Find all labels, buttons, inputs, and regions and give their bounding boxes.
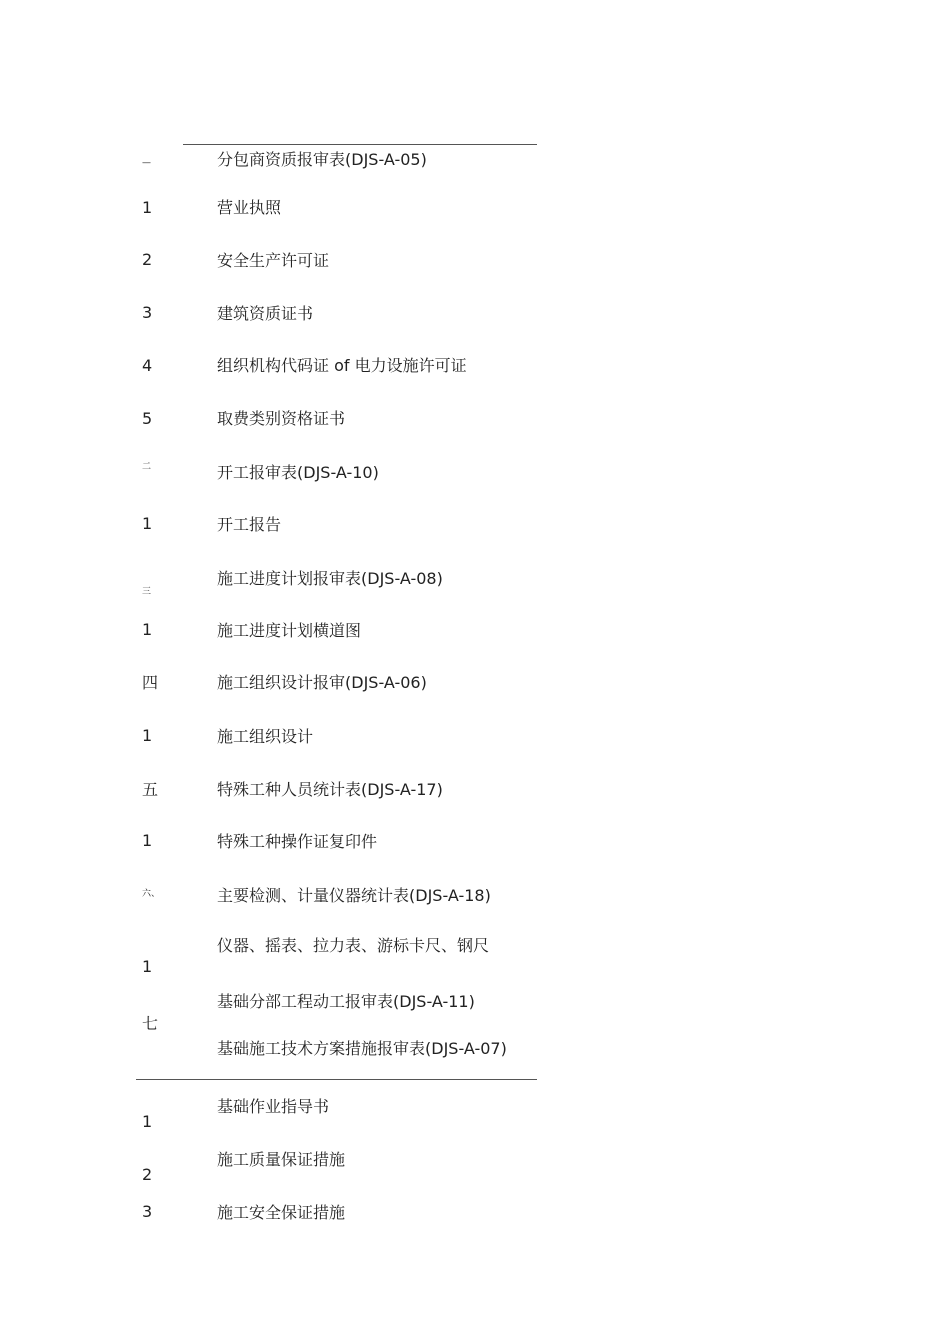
item-text: 基础分部工程动工报审表(DJS-A-11) — [217, 992, 475, 1011]
item-text: 基础作业指导书 — [217, 1097, 330, 1116]
item-number: 1 — [142, 620, 153, 639]
item-text: 仪器、摇表、拉力表、游标卡尺、钢尺 — [217, 936, 490, 955]
item-number: 3 — [142, 1202, 153, 1221]
item-number: 2 — [142, 250, 153, 269]
item-text: 建筑资质证书 — [217, 304, 314, 323]
item-text: 开工报审表(DJS-A-10) — [217, 463, 379, 482]
item-number: 1 — [142, 514, 153, 533]
item-text: 安全生产许可证 — [217, 251, 330, 270]
item-number: 3 — [142, 303, 153, 322]
item-text: 施工进度计划报审表(DJS-A-08) — [217, 569, 443, 588]
section-divider — [136, 1079, 537, 1080]
item-number: 二 — [142, 462, 152, 472]
item-number: 五 — [142, 780, 159, 799]
item-number: — — [142, 158, 151, 168]
item-number: 七 — [142, 1014, 159, 1033]
top-rule — [183, 144, 537, 145]
item-number: 四 — [142, 673, 159, 692]
item-text: 施工质量保证措施 — [217, 1150, 346, 1169]
item-text: 施工组织设计报审(DJS-A-06) — [217, 673, 427, 692]
item-text: 营业执照 — [217, 198, 282, 217]
item-number: 三 — [142, 587, 152, 597]
item-text: 特殊工种人员统计表(DJS-A-17) — [217, 780, 443, 799]
item-number: 5 — [142, 409, 153, 428]
item-number: 4 — [142, 356, 153, 375]
item-text: 基础施工技术方案措施报审表(DJS-A-07) — [217, 1039, 507, 1058]
item-number: 1 — [142, 726, 153, 745]
item-text: 取费类别资格证书 — [217, 409, 346, 428]
item-text: 施工组织设计 — [217, 727, 314, 746]
item-text: 组织机构代码证 of 电力设施许可证 — [217, 356, 467, 375]
item-number: 六、 — [142, 889, 161, 899]
item-number: 1 — [142, 1112, 153, 1131]
item-text: 开工报告 — [217, 515, 282, 534]
item-number: 2 — [142, 1165, 153, 1184]
item-number: 1 — [142, 198, 153, 217]
item-number: 1 — [142, 957, 153, 976]
item-text: 特殊工种操作证复印件 — [217, 832, 378, 851]
item-text: 分包商资质报审表(DJS-A-05) — [217, 150, 427, 169]
item-number: 1 — [142, 831, 153, 850]
item-text: 施工进度计划横道图 — [217, 621, 362, 640]
item-text: 主要检测、计量仪器统计表(DJS-A-18) — [217, 886, 491, 905]
item-text: 施工安全保证措施 — [217, 1203, 346, 1222]
